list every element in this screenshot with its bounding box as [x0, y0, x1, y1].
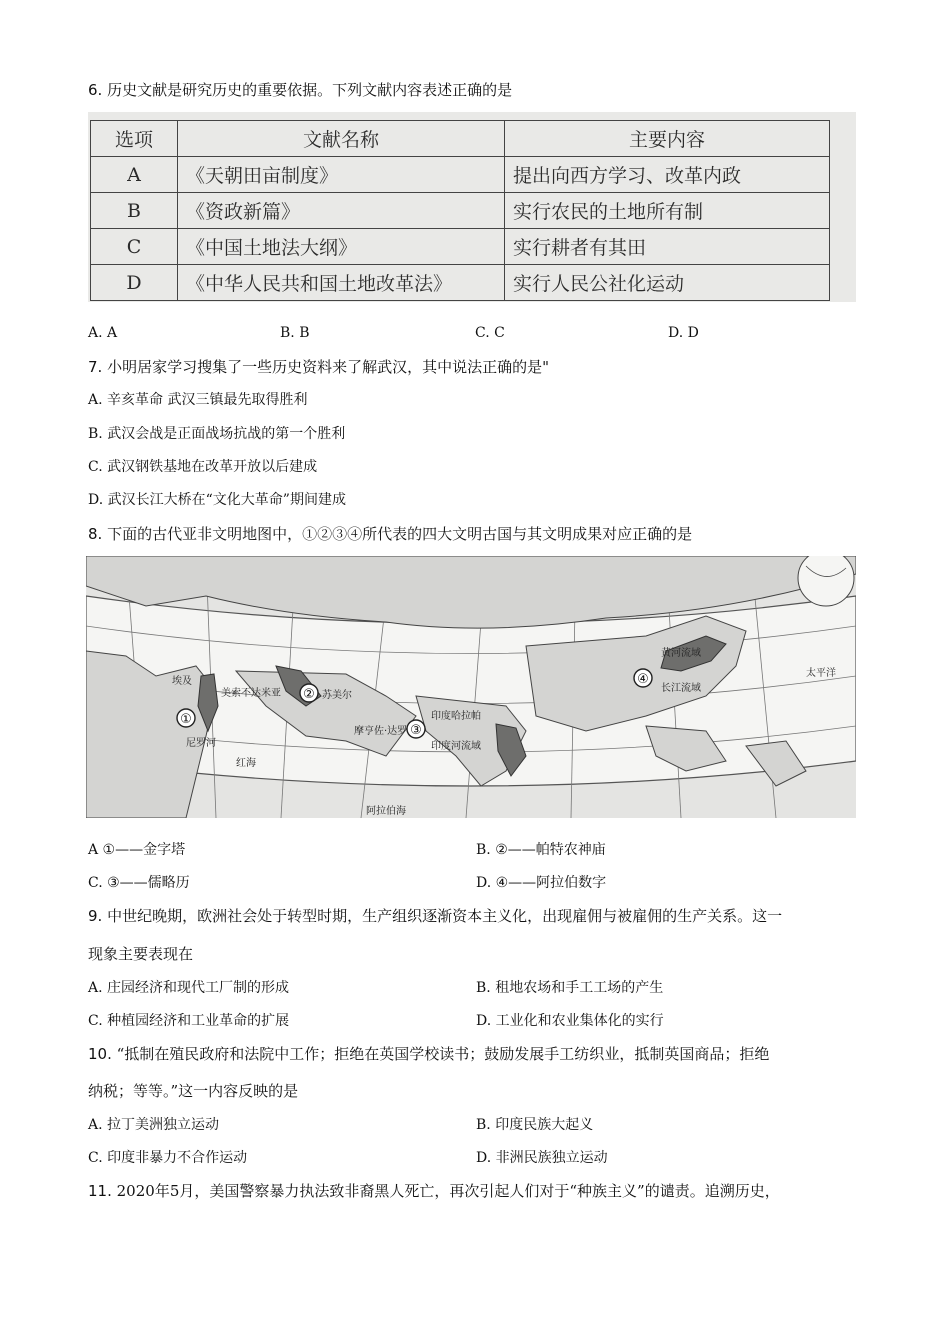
- option-d[interactable]: D. 工业化和农业集体化的实行: [476, 1013, 664, 1029]
- option-a[interactable]: A. 辛亥革命 武汉三镇最先取得胜利: [88, 392, 308, 408]
- map-label-india: 印度: [431, 711, 451, 722]
- option-d[interactable]: D. ④——阿拉伯数字: [476, 875, 607, 891]
- question-8-stem: [88, 524, 692, 544]
- table-cell: 《中华人民共和国土地改革法》: [178, 265, 505, 301]
- table-cell: 《天朝田亩制度》: [178, 157, 505, 193]
- table-row: [91, 265, 830, 301]
- option-d[interactable]: D. D: [668, 325, 699, 341]
- option-b[interactable]: B. 租地农场和手工工场的产生: [476, 980, 664, 996]
- question-text: 小明居家学习搜集了一些历史资料来了解武汉，其中说法正确的是": [107, 358, 549, 376]
- document-table: [90, 120, 830, 301]
- question-number: 11.: [88, 1182, 112, 1200]
- map-label-mohenjo: 摩亨佐·达罗: [354, 726, 408, 737]
- option-a[interactable]: A ①——金字塔: [88, 842, 186, 858]
- question-number: 7.: [88, 358, 103, 376]
- table-cell: 提出向西方学习、改革内政: [505, 157, 830, 193]
- question-10-stem: [88, 1044, 769, 1064]
- option-b[interactable]: B. ②——帕特农神庙: [476, 842, 606, 858]
- map-marker-1: ①: [180, 712, 192, 727]
- question-6-stem: [88, 80, 512, 100]
- map-label-egypt: 埃及: [172, 676, 192, 687]
- map-label-yangtze: 长江流域: [661, 683, 701, 694]
- question-text: “抵制在殖民政府和法院中工作；拒绝在英国学校读书；鼓励发展手工纺织业，抵制英国商品；拒绝: [116, 1045, 770, 1063]
- table-cell: B: [91, 193, 178, 229]
- ancient-civilizations-map: [86, 556, 856, 818]
- table-cell: 实行耕者有其田: [505, 229, 830, 265]
- option-b[interactable]: B. B: [280, 325, 310, 341]
- table-cell: 实行农民的土地所有制: [505, 193, 830, 229]
- map-label-yellow-river: 黄河流域: [661, 648, 701, 659]
- question-text: 历史文献是研究历史的重要依据。下列文献内容表述正确的是: [107, 81, 513, 99]
- table-cell: A: [91, 157, 178, 193]
- option-b[interactable]: B. 印度民族大起义: [476, 1117, 594, 1133]
- question-7-stem: [88, 357, 549, 377]
- option-d[interactable]: D. 武汉长江大桥在“文化大革命”期间建成: [88, 492, 346, 508]
- map-marker-2: ②: [303, 687, 315, 702]
- question-9-stem: [88, 906, 782, 926]
- question-9-stem-cont: 现象主要表现在: [88, 945, 194, 963]
- question-text: 2020年5月，美国警察暴力执法致非裔黑人死亡，再次引起人们对于“种族主义”的谴责。追溯历史，: [116, 1182, 780, 1200]
- map-label-sumer: 苏美尔: [322, 690, 352, 701]
- option-a[interactable]: A. 庄园经济和现代工厂制的形成: [88, 980, 290, 996]
- table-row: [91, 229, 830, 265]
- option-a[interactable]: A. 拉丁美洲独立运动: [88, 1117, 220, 1133]
- question-text: 下面的古代亚非文明地图中，①②③④所代表的四大文明古国与其文明成果对应正确的是: [107, 525, 693, 543]
- table-header-row: [91, 121, 830, 157]
- document-table-image: [88, 112, 856, 302]
- map-marker-3: ③: [410, 723, 422, 738]
- option-b[interactable]: B. 武汉会战是正面战场抗战的第一个胜利: [88, 426, 346, 442]
- map-label-red-sea: 红海: [236, 758, 256, 769]
- table-cell: 《资政新篇》: [178, 193, 505, 229]
- map-label-pacific: 太平洋: [806, 668, 836, 679]
- table-cell: 《中国土地法大纲》: [178, 229, 505, 265]
- table-cell: D: [91, 265, 178, 301]
- map-label-mesopotamia: 美索不达米亚: [221, 688, 281, 699]
- option-c[interactable]: C. ③——儒略历: [88, 875, 190, 891]
- question-text: 中世纪晚期，欧洲社会处于转型时期，生产组织逐渐资本主义化，出现雇佣与被雇佣的生产关系。这一: [107, 907, 783, 925]
- table-row: [91, 157, 830, 193]
- map-label-harappa: 哈拉帕: [451, 711, 481, 722]
- table-cell: C: [91, 229, 178, 265]
- question-number: 9.: [88, 907, 103, 925]
- question-number: 8.: [88, 525, 103, 543]
- question-10-stem-cont: 纳税；等等。”这一内容反映的是: [88, 1082, 299, 1100]
- option-c[interactable]: C. 武汉钢铁基地在改革开放以后建成: [88, 459, 318, 475]
- table-row: [91, 193, 830, 229]
- option-c[interactable]: C. 种植园经济和工业革命的扩展: [88, 1013, 290, 1029]
- table-header: 文献名称: [178, 121, 505, 157]
- option-c[interactable]: C. 印度非暴力不合作运动: [88, 1150, 248, 1166]
- table-header: 选项: [91, 121, 178, 157]
- option-c[interactable]: C. C: [475, 325, 505, 341]
- option-d[interactable]: D. 非洲民族独立运动: [476, 1150, 608, 1166]
- map-label-nile: 尼罗河: [186, 738, 216, 749]
- question-number: 6.: [88, 81, 103, 99]
- question-number: 10.: [88, 1045, 112, 1063]
- map-label-indus: 印度河流域: [431, 741, 481, 752]
- option-a[interactable]: A. A: [88, 325, 118, 341]
- table-header: 主要内容: [505, 121, 830, 157]
- map-marker-4: ④: [637, 672, 649, 687]
- map-label-arabian-sea: 阿拉伯海: [366, 806, 406, 817]
- question-11-stem: [88, 1181, 780, 1201]
- table-cell: 实行人民公社化运动: [505, 265, 830, 301]
